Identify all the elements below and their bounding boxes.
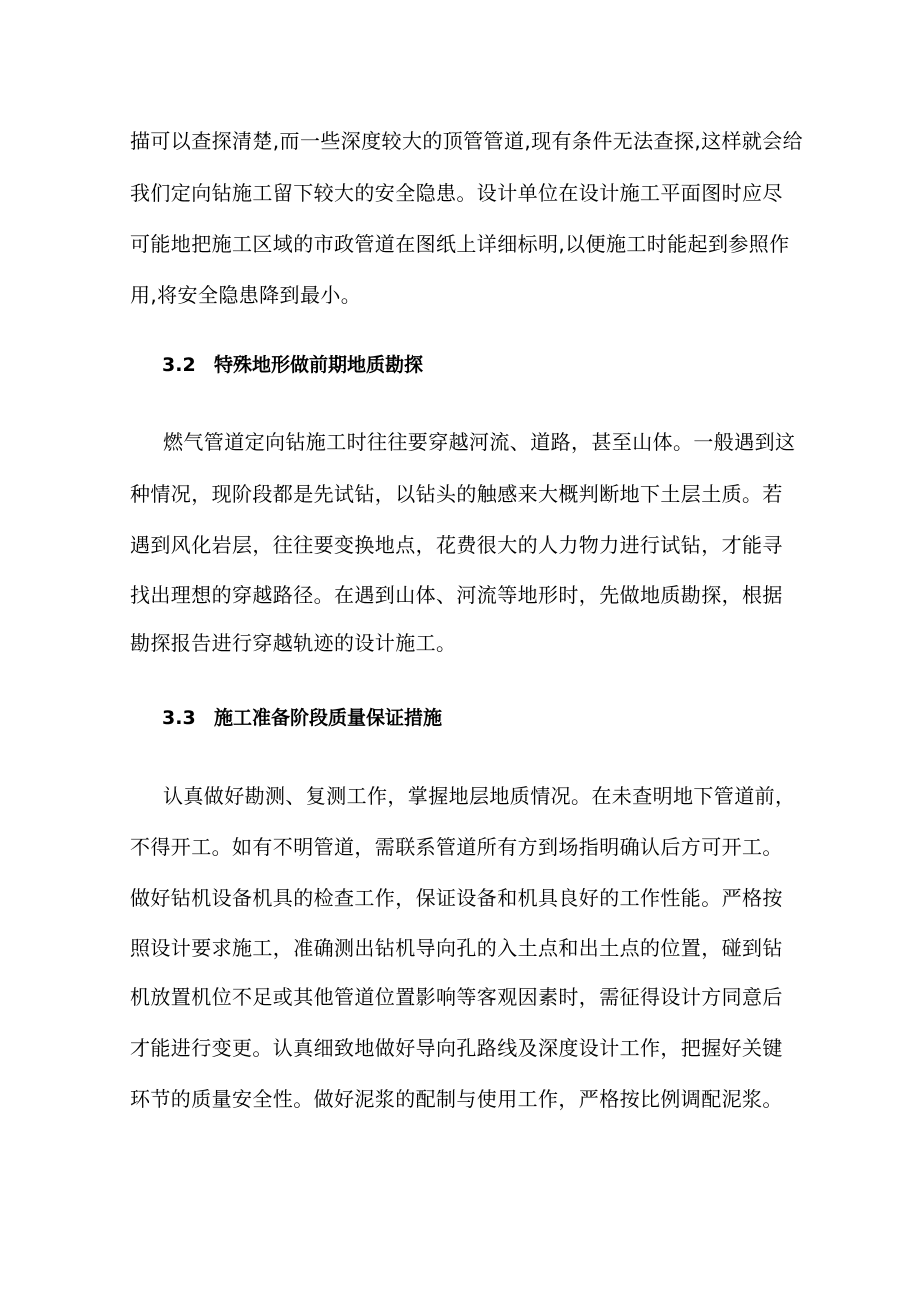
paragraph-line: 遇到风化岩层，往往要变换地点，花费很大的人力物力进行试钻，才能寻: [130, 533, 783, 557]
section-number: 3.2: [162, 354, 196, 376]
paragraph-line: 才能进行变更。认真细致地做好导向孔路线及深度设计工作，把握好关键: [130, 1036, 783, 1060]
paragraph-line: 找出理想的穿越路径。在遇到山体、河流等地形时，先做地质勘探，根据: [130, 583, 783, 607]
paragraph-line: 可能地把施工区域的市政管道在图纸上详细标明,以便施工时能起到参照作: [130, 232, 790, 256]
section-title: 特殊地形做前期地质勘探: [214, 354, 424, 376]
paragraph-line: 描可以查探清楚,而一些深度较大的顶管管道,现有条件无法查探,这样就会给: [130, 129, 804, 153]
paragraph-line: 认真做好勘测、复测工作，掌握地层地质情况。在未查明地下管道前，: [163, 784, 796, 808]
section-title: 施工准备阶段质量保证措施: [214, 707, 443, 729]
paragraph-line: 环节的质量安全性。做好泥浆的配制与使用工作，严格按比例调配泥浆。: [130, 1087, 783, 1111]
paragraph-line: 做好钻机设备机具的检查工作，保证设备和机具良好的工作性能。严格按: [130, 886, 783, 910]
paragraph-line: 不得开工。如有不明管道，需联系管道所有方到场指明确认后方可开工。: [130, 835, 783, 859]
paragraph-line: 燃气管道定向钻施工时往往要穿越河流、道路，甚至山体。一般遇到这: [163, 430, 796, 454]
section-heading-3-3: [162, 705, 442, 731]
paragraph-line: 照设计要求施工，准确测出钻机导向孔的入土点和出土点的位置，碰到钻: [130, 936, 783, 960]
paragraph-line: 我们定向钻施工留下较大的安全隐患。设计单位在设计施工平面图时应尽: [130, 181, 783, 205]
section-number: 3.3: [162, 707, 196, 729]
section-heading-3-2: [162, 352, 423, 378]
paragraph-line: 勘探报告进行穿越轨迹的设计施工。: [130, 631, 457, 655]
paragraph-line: 机放置机位不足或其他管道位置影响等客观因素时，需征得设计方同意后: [130, 985, 783, 1009]
paragraph-line: 用,将安全隐患降到最小。: [130, 283, 362, 307]
paragraph-line: 种情况，现阶段都是先试钻，以钻头的触感来大概判断地下土层土质。若: [130, 482, 783, 506]
